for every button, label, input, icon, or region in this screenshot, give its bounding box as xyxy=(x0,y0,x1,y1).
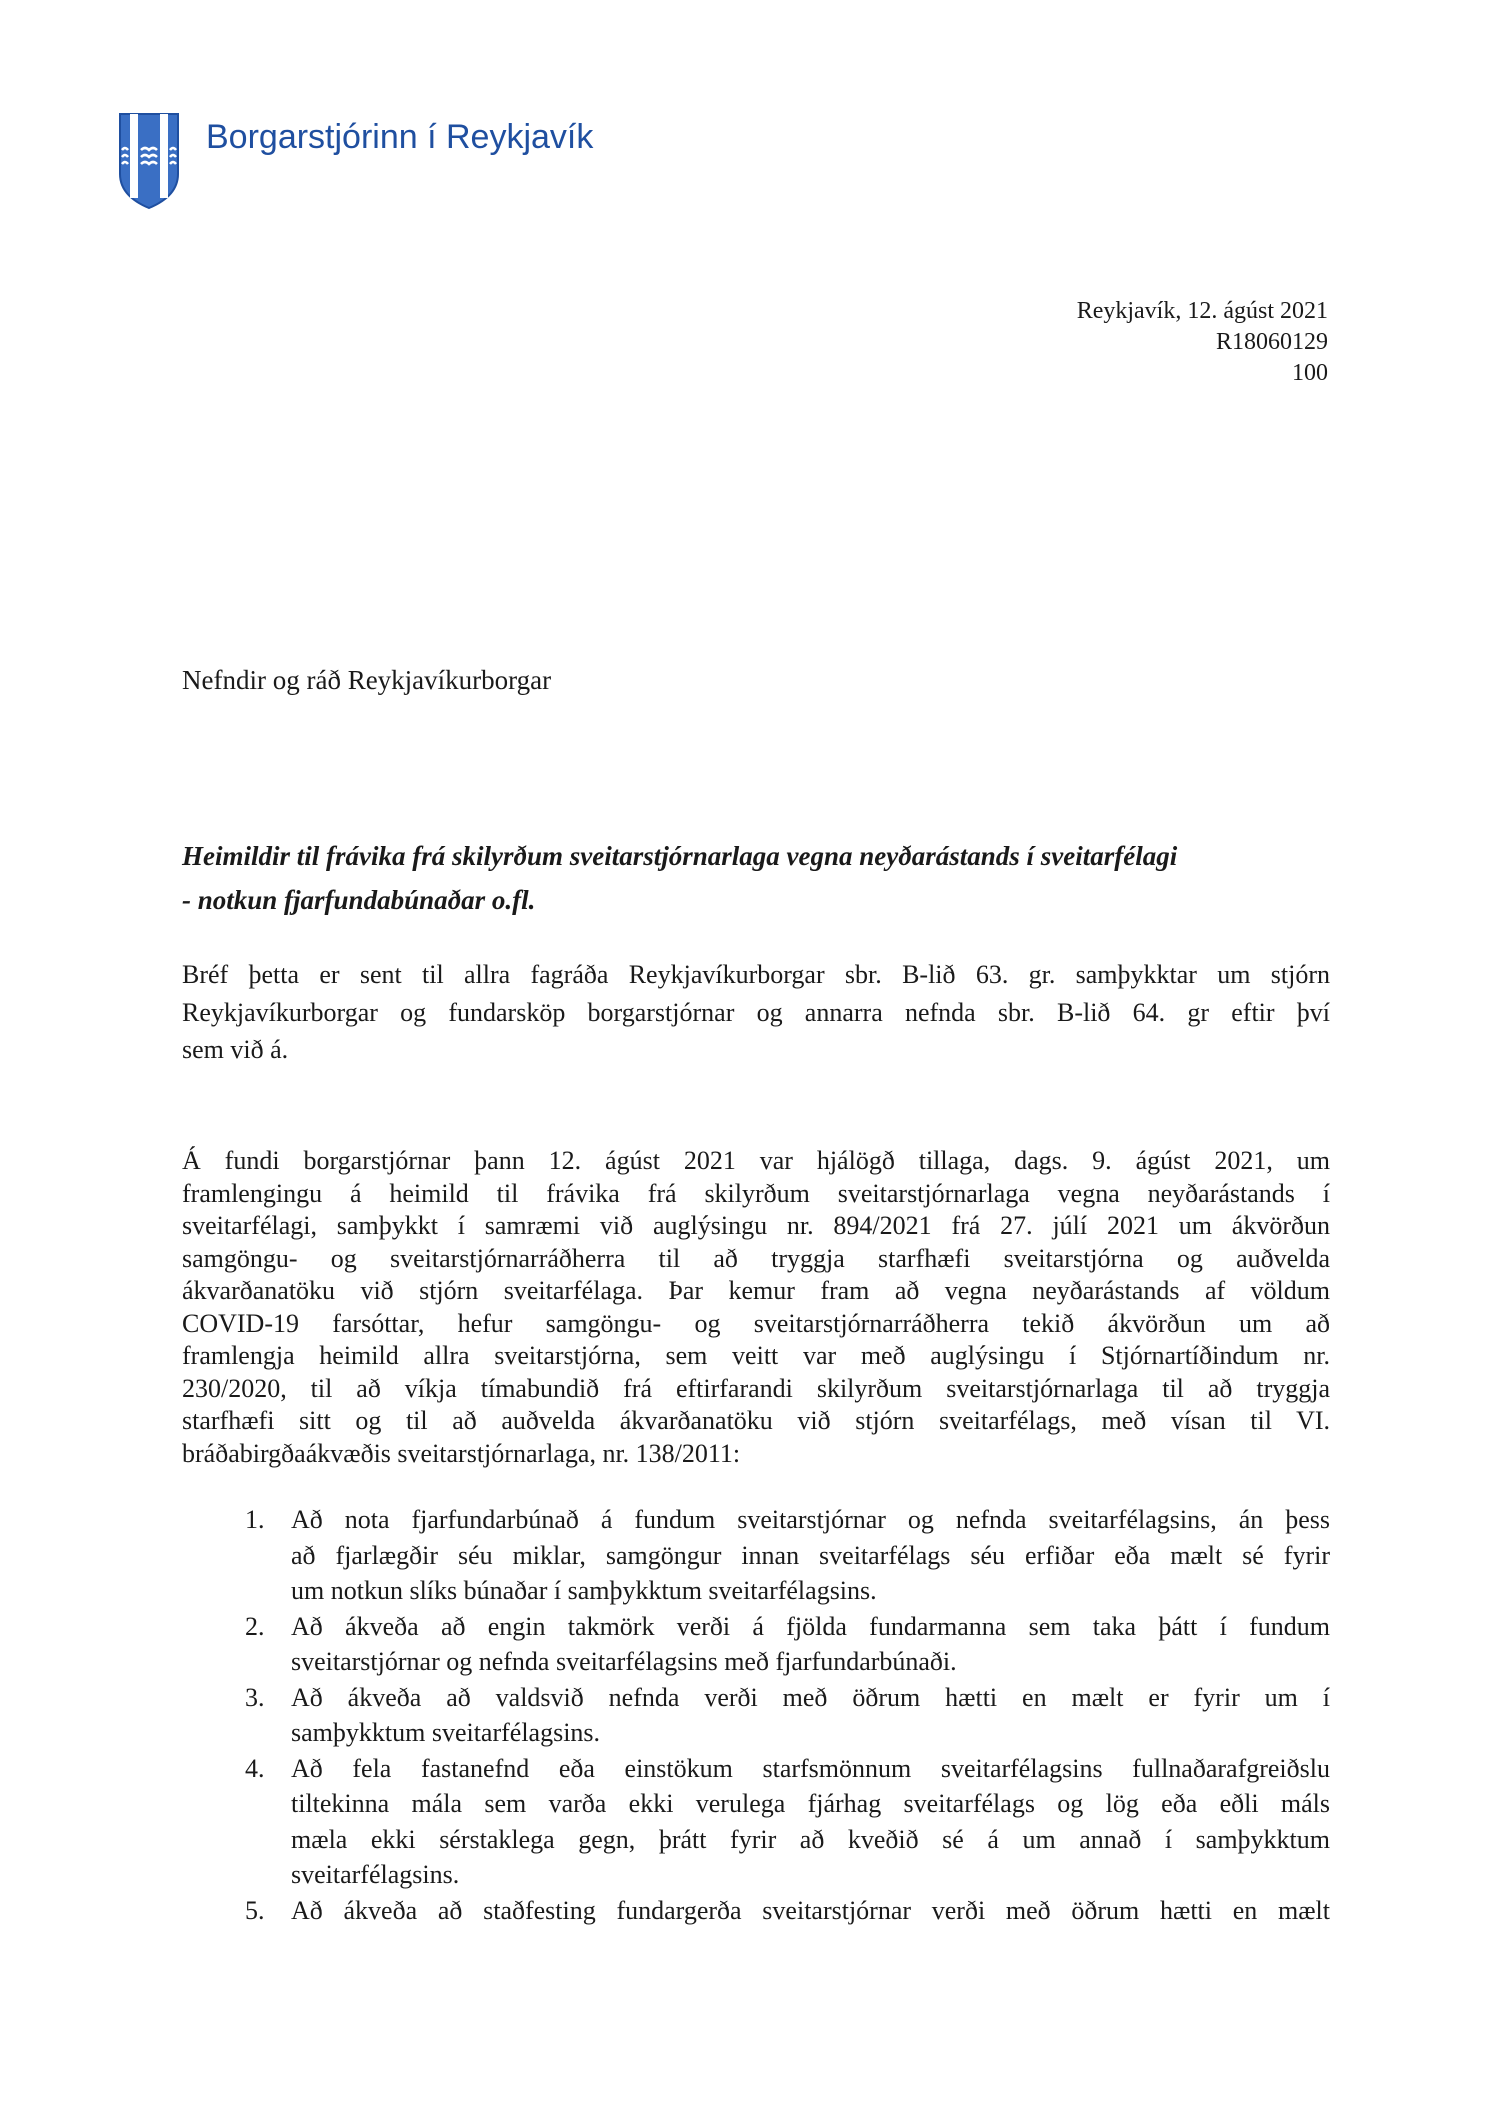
reference-number: R18060129 xyxy=(1215,329,1328,355)
paragraph-line: sem við á. xyxy=(182,1035,289,1064)
place-date: Reykjavík, 12. ágúst 2021 xyxy=(1076,298,1328,324)
list-item-line: sveitarstjórnar og nefnda sveitarfélagsins með fjarfundarbúnaði. xyxy=(291,1647,957,1676)
paragraph-decision xyxy=(182,1145,1330,1470)
paragraph-line: 230/2020, til að víkja tímabundið frá eftirfarandi skilyrðum sveitarstjórnarlaga til að tryggja xyxy=(182,1373,1330,1403)
paragraph-line: COVID-19 farsóttar, hefur samgöngu- og sveitarstjórnarráðherra tekið ákvörðun um að xyxy=(182,1308,1330,1338)
list-item-line: mæla ekki sérstaklega gegn, þrátt fyrir að kveðið sé á um annað í samþykktum xyxy=(291,1824,1330,1854)
list-item-line: Að ákveða að staðfesting fundargerða sveitarstjórnar verði með öðrum hætti en mælt xyxy=(291,1895,1330,1925)
list-item-line: Að ákveða að engin takmörk verði á fjölda fundarmanna sem taka þátt í fundum xyxy=(291,1611,1330,1641)
list-item-line: samþykktum sveitarfélagsins. xyxy=(291,1718,601,1747)
list-item xyxy=(245,1680,1330,1751)
recipient: Nefndir og ráð Reykjavíkurborgar xyxy=(182,665,552,695)
numbered-list xyxy=(245,1502,1330,1928)
organization-name: Borgarstjórinn í Reykjavík xyxy=(206,118,594,156)
letter-meta xyxy=(1077,296,1328,389)
list-item xyxy=(245,1502,1330,1609)
list-number: 2. xyxy=(245,1611,265,1641)
list-item-line: Að fela fastanefnd eða einstökum starfsmönnum sveitarfélagsins fullnaðarafgreiðslu xyxy=(291,1753,1330,1783)
list-number: 3. xyxy=(245,1682,265,1712)
list-item-line: tiltekinna mála sem varða ekki verulega fjárhag sveitarfélags og lög eða eðli máls xyxy=(291,1789,1330,1818)
paragraph-intro xyxy=(182,956,1330,1069)
heading-line: Heimildir til frávika frá skilyrðum sveitarstjórnarlaga vegna neyðarástands í sveitarfélagi xyxy=(182,841,1178,871)
paragraph-line: framlengingu á heimild til frávika frá skilyrðum sveitarstjórnarlaga vegna neyðarástands í xyxy=(182,1178,1330,1208)
letter-heading xyxy=(182,834,1330,922)
list-item-line: Að nota fjarfundarbúnað á fundum sveitarstjórnar og nefnda sveitarfélagsins, án þess xyxy=(291,1505,1330,1534)
paragraph-line: framlengja heimild allra sveitarstjórna, sem veitt var með auglýsingu í Stjórnartíðindum nr. xyxy=(182,1341,1330,1370)
heading-line: - notkun fjarfundabúnaðar o.fl. xyxy=(182,885,536,915)
paragraph-line: samgöngu- og sveitarstjórnarráðherra til að tryggja starfhæfi sveitarstjórna og auðvelda xyxy=(182,1243,1330,1273)
list-item-line: Að ákveða að valdsvið nefnda verði með öðrum hætti en mælt er fyrir um í xyxy=(291,1682,1330,1712)
list-item-line: sveitarfélagsins. xyxy=(291,1860,460,1889)
paragraph-line: Á fundi borgarstjórnar þann 12. ágúst 2021 var hjálögð tillaga, dags. 9. ágúst 2021, um xyxy=(182,1146,1330,1175)
reykjavik-coat-of-arms-icon xyxy=(118,112,180,210)
list-item xyxy=(245,1751,1330,1893)
paragraph-line: Reykjavíkurborgar og fundarsköp borgarstjórnar og annarra nefnda sbr. B-lið 64. gr eftir því xyxy=(182,997,1330,1027)
list-item xyxy=(245,1893,1330,1929)
paragraph-line: starfhæfi sitt og til að auðvelda ákvarðanatöku við stjórn sveitarfélags, með vísan til VI. xyxy=(182,1406,1330,1435)
list-item-line: að fjarlægðir séu miklar, samgöngur innan sveitarfélags séu erfiðar eða mælt sé fyrir xyxy=(291,1540,1330,1570)
list-item-line: um notkun slíks búnaðar í samþykktum sveitarfélagsins. xyxy=(291,1576,877,1605)
paragraph-line: sveitarfélagi, samþykkt í samræmi við auglýsingu nr. 894/2021 frá 27. júlí 2021 um ákvörðun xyxy=(182,1211,1330,1240)
paragraph-line: Bréf þetta er sent til allra fagráða Reykjavíkurborgar sbr. B-lið 63. gr. samþykktar um stjórn xyxy=(182,960,1330,989)
list-number: 1. xyxy=(245,1505,265,1534)
list-number: 5. xyxy=(245,1895,265,1925)
paragraph-line: ákvarðanatöku við stjórn sveitarfélaga. Þar kemur fram að vegna neyðarástands af völdum xyxy=(182,1276,1330,1305)
document-code: 100 xyxy=(1292,360,1328,386)
list-item xyxy=(245,1609,1330,1680)
list-number: 4. xyxy=(245,1753,265,1783)
paragraph-line: bráðabirgðaákvæðis sveitarstjórnarlaga, nr. 138/2011: xyxy=(182,1438,741,1468)
